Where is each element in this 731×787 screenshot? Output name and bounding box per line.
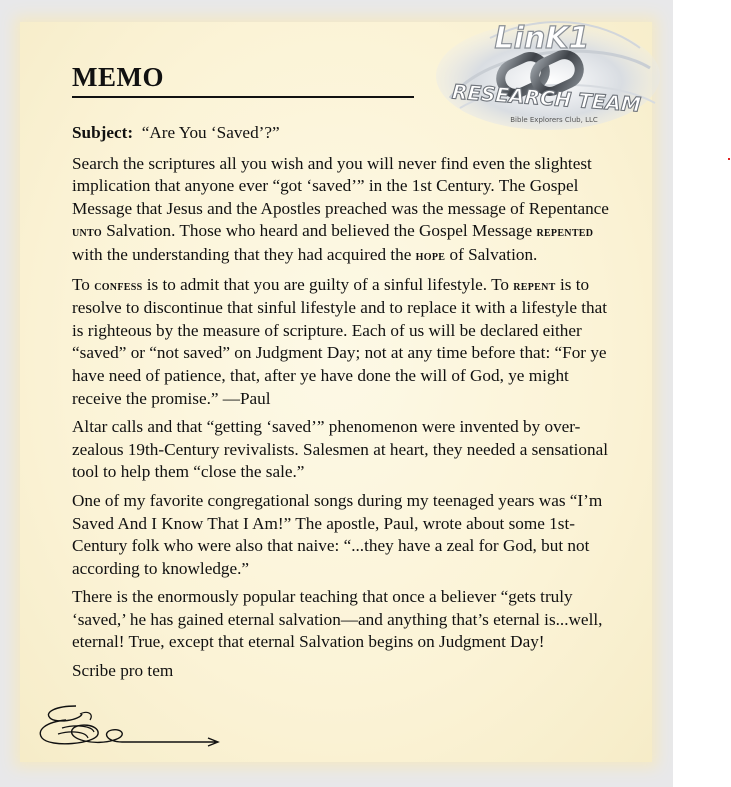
- paragraph-4: One of my favorite congregational songs during my teenaged years was “I’m Saved And I Know That I Am!” The apostle, Paul, wrote about some 1st-Century folk who were also that naive: “...they have a zeal for God, but not according to knowledge.”: [72, 490, 603, 578]
- p2-text-c: is to admit that you are guilty of a sinful lifestyle. To: [142, 274, 514, 294]
- p1-text-a: Search the scriptures all you wish and you will never find even the slightest implication that anyone ever “got ‘saved’” in the 1st Century. The Gospel Message that Jesus and the Apostles preached was the message of Repentance: [72, 153, 609, 218]
- p2-emphasis-repent: repent: [513, 277, 556, 294]
- p2-text-a: To: [72, 274, 95, 294]
- signoff: Scribe pro tem: [72, 661, 174, 681]
- paragraph-2: [72, 274, 620, 411]
- p1-emphasis-hope: hope: [415, 247, 446, 264]
- logo-text-research-team: RESEARCH TEAM: [451, 79, 642, 117]
- p1-emphasis-unto: unto: [72, 224, 102, 241]
- p1-emphasis-repented: repented: [536, 224, 594, 241]
- paragraph-5: There is the enormously popular teaching that once a believer “gets truly ‘saved,’ he has gained eternal salvation—and anything that’s eternal is...well, eternal! True, except that eternal Salvation begins on Judgment Day!: [72, 587, 603, 652]
- handwritten-signature: [36, 700, 226, 760]
- paragraph-1: [72, 153, 620, 268]
- title-underline: [72, 96, 414, 98]
- link1-research-team-logo: [430, 8, 662, 132]
- memo-title: MEMO: [72, 62, 164, 92]
- subject-text: “Are You ‘Saved’?”: [141, 123, 280, 142]
- p1-text-c: Salvation. Those who heard and believed the Gospel Message: [101, 221, 537, 241]
- p1-text-e: with the understanding that they had acquired the: [72, 244, 416, 264]
- red-dot-mark: [728, 158, 730, 160]
- logo-tagline: Bible Explorers Club, LLC: [510, 116, 598, 124]
- subject-label: Subject:: [72, 123, 134, 142]
- memo-subject: [72, 122, 620, 145]
- p2-text-e: is to resolve to discontinue that sinful lifestyle and to replace it with a lifestyle that is righteous by the measure of scripture. Each of us will be declared either “saved” or “not saved” on Judgment Day; not at any time before that: “For ye have need of patience, that, after ye have done the will of God, ye might receive the promise.” —Paul: [72, 274, 608, 408]
- p2-emphasis-confess: confess: [94, 277, 143, 294]
- paragraph-3: Altar calls and that “getting ‘saved’” phenomenon were invented by over-zealous 19th-Century revivalists. Salesmen at heart, they needed a sensational tool to help them “close the sale.”: [72, 417, 608, 482]
- p1-text-g: of Salvation.: [445, 244, 538, 264]
- memo-body: [72, 122, 620, 689]
- logo-text-link1: LinK1: [494, 21, 590, 56]
